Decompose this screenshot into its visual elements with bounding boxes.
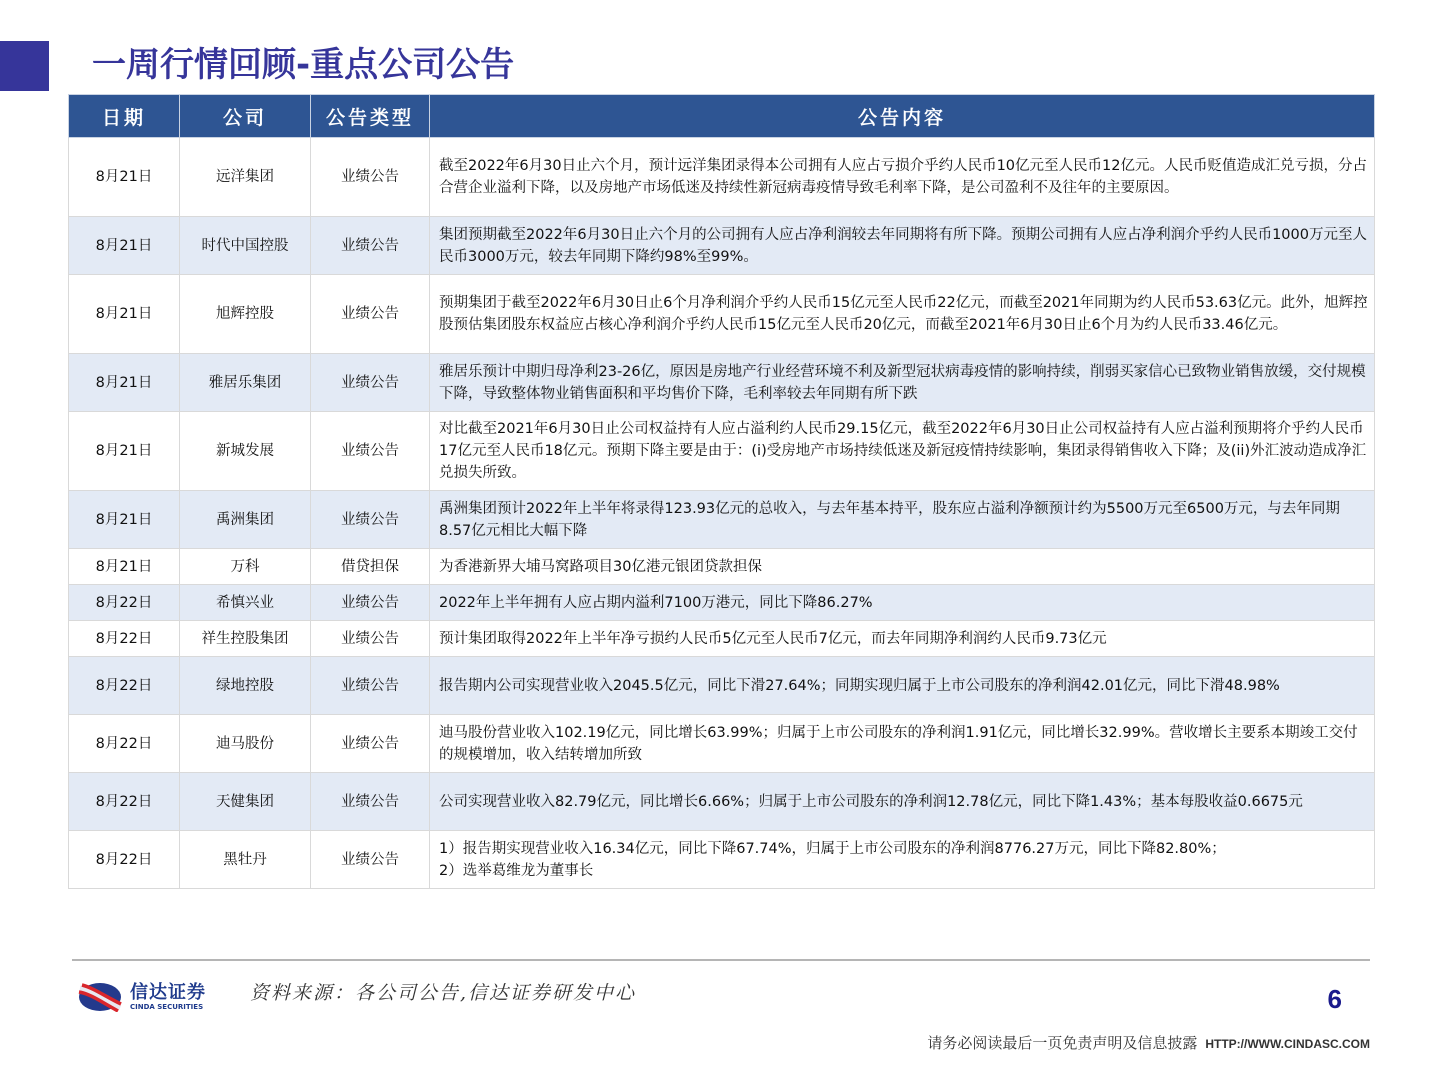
disclaimer xyxy=(927,1032,1370,1053)
content-cell: 预计集团取得2022年上半年净亏损约人民币5亿元至人民币7亿元，而去年同期净利润约人民币9.73亿元 xyxy=(430,621,1375,657)
logo-chinese-name: 信达证券 xyxy=(130,981,206,1003)
table-row xyxy=(69,715,1375,773)
date-cell: 8月21日 xyxy=(69,491,180,549)
company-cell: 迪马股份 xyxy=(180,715,311,773)
content-cell: 禹洲集团预计2022年上半年将录得123.93亿元的总收入，与去年基本持平，股东应占溢利净额预计约为5500万元至6500万元，与去年同期8.57亿元相比大幅下降 xyxy=(430,491,1375,549)
table-row xyxy=(69,275,1375,354)
type-cell: 业绩公告 xyxy=(311,412,430,491)
type-cell: 业绩公告 xyxy=(311,773,430,831)
company-cell: 希慎兴业 xyxy=(180,585,311,621)
date-cell: 8月21日 xyxy=(69,275,180,354)
content-cell: 雅居乐预计中期归母净利23-26亿，原因是房地产行业经营环境不利及新型冠状病毒疫情的影响持续，削弱买家信心已致物业销售放缓，交付规模下降，导致整体物业销售面积和平均售价下降，毛利率较去年同期有所下跌 xyxy=(430,354,1375,412)
table-row xyxy=(69,585,1375,621)
content-line: 2）选举葛维龙为董事长 xyxy=(439,862,594,879)
content-cell: 截至2022年6月30日止六个月，预计远洋集团录得本公司拥有人应占亏损介乎约人民币10亿元至人民币12亿元。人民币贬值造成汇兑亏损，分占合营企业溢利下降，以及房地产市场低迷及持续性新冠病毒疫情导致毛利率下降，是公司盈利不及往年的主要原因。 xyxy=(430,138,1375,217)
table-header-row xyxy=(69,95,1375,138)
company-cell: 旭辉控股 xyxy=(180,275,311,354)
content-cell: 2022年上半年拥有人应占期内溢利7100万港元，同比下降86.27% xyxy=(430,585,1375,621)
column-header-date: 日期 xyxy=(69,95,180,138)
corner-accent-block xyxy=(0,41,49,91)
content-cell: 报告期内公司实现营业收入2045.5亿元，同比下滑27.64%；同期实现归属于上市公司股东的净利润42.01亿元，同比下滑48.98% xyxy=(430,657,1375,715)
table-row xyxy=(69,354,1375,412)
announcements-table xyxy=(68,94,1375,889)
date-cell: 8月22日 xyxy=(69,773,180,831)
type-cell: 业绩公告 xyxy=(311,138,430,217)
footer-divider xyxy=(72,959,1370,961)
content-cell: 集团预期截至2022年6月30日止六个月的公司拥有人应占净利润较去年同期将有所下降。预期公司拥有人应占净利润介乎约人民币1000万元至人民币3000万元，较去年同期下降约98%至99%。 xyxy=(430,217,1375,275)
content-cell: 公司实现营业收入82.79亿元，同比增长6.66%；归属于上市公司股东的净利润12.78亿元，同比下降1.43%；基本每股收益0.6675元 xyxy=(430,773,1375,831)
content-cell xyxy=(430,831,1375,889)
company-cell: 黑牡丹 xyxy=(180,831,311,889)
date-cell: 8月21日 xyxy=(69,138,180,217)
date-cell: 8月22日 xyxy=(69,715,180,773)
date-cell: 8月21日 xyxy=(69,549,180,585)
column-header-company: 公司 xyxy=(180,95,311,138)
company-cell: 绿地控股 xyxy=(180,657,311,715)
content-cell: 对比截至2021年6月30日止公司权益持有人应占溢利约人民币29.15亿元，截至2022年6月30日止公司权益持有人应占溢利预期将介乎约人民币17亿元至人民币18亿元。预期下降主要是由于：(i)受房地产市场持续低迷及新冠疫情持续影响，集团录得销售收入下降；及(ii)外汇波动造成净汇兑损失所致。 xyxy=(430,412,1375,491)
company-cell: 天健集团 xyxy=(180,773,311,831)
date-cell: 8月22日 xyxy=(69,657,180,715)
cinda-logo xyxy=(78,982,206,1012)
company-cell: 时代中国控股 xyxy=(180,217,311,275)
date-cell: 8月22日 xyxy=(69,621,180,657)
type-cell: 业绩公告 xyxy=(311,831,430,889)
type-cell: 业绩公告 xyxy=(311,585,430,621)
table-row xyxy=(69,549,1375,585)
content-line: 1）报告期实现营业收入16.34亿元，同比下降67.74%，归属于上市公司股东的净利润8776.27万元，同比下降82.80%； xyxy=(439,840,1226,857)
table-row xyxy=(69,412,1375,491)
company-cell: 禹洲集团 xyxy=(180,491,311,549)
type-cell: 业绩公告 xyxy=(311,354,430,412)
content-cell: 为香港新界大埔马窝路项目30亿港元银团贷款担保 xyxy=(430,549,1375,585)
page-number: 6 xyxy=(1327,984,1342,1014)
type-cell: 业绩公告 xyxy=(311,491,430,549)
date-cell: 8月22日 xyxy=(69,585,180,621)
type-cell: 业绩公告 xyxy=(311,217,430,275)
table-row xyxy=(69,138,1375,217)
table-row xyxy=(69,621,1375,657)
date-cell: 8月21日 xyxy=(69,217,180,275)
table-row xyxy=(69,657,1375,715)
page-title: 一周行情回顾-重点公司公告 xyxy=(92,45,515,85)
date-cell: 8月22日 xyxy=(69,831,180,889)
type-cell: 业绩公告 xyxy=(311,657,430,715)
content-cell: 迪马股份营业收入102.19亿元，同比增长63.99%；归属于上市公司股东的净利润1.91亿元，同比增长32.99%。营收增长主要系本期竣工交付的规模增加，收入结转增加所致 xyxy=(430,715,1375,773)
table-row xyxy=(69,217,1375,275)
date-cell: 8月21日 xyxy=(69,354,180,412)
disclaimer-text: 请务必阅读最后一页免责声明及信息披露 xyxy=(927,1034,1198,1052)
type-cell: 业绩公告 xyxy=(311,715,430,773)
company-cell: 新城发展 xyxy=(180,412,311,491)
company-cell: 雅居乐集团 xyxy=(180,354,311,412)
company-cell: 万科 xyxy=(180,549,311,585)
column-header-type: 公告类型 xyxy=(311,95,430,138)
type-cell: 业绩公告 xyxy=(311,275,430,354)
table-row xyxy=(69,773,1375,831)
type-cell: 业绩公告 xyxy=(311,621,430,657)
logo-english-name: CINDA SECURITIES xyxy=(130,1002,204,1011)
type-cell: 借贷担保 xyxy=(311,549,430,585)
table-row xyxy=(69,831,1375,889)
website-url[interactable]: HTTP://WWW.CINDASC.COM xyxy=(1205,1037,1370,1051)
cinda-logo-icon xyxy=(78,982,122,1012)
content-cell: 预期集团于截至2022年6月30日止6个月净利润介乎约人民币15亿元至人民币22亿元，而截至2021年同期为约人民币53.63亿元。此外，旭辉控股预估集团股东权益应占核心净利润介乎约人民币15亿元至人民币20亿元，而截至2021年6月30日止6个月为约人民币33.46亿元。 xyxy=(430,275,1375,354)
company-cell: 远洋集团 xyxy=(180,138,311,217)
column-header-content: 公告内容 xyxy=(430,95,1375,138)
date-cell: 8月21日 xyxy=(69,412,180,491)
data-source-note: 资料来源：各公司公告,信达证券研发中心 xyxy=(250,982,637,1004)
table-row xyxy=(69,491,1375,549)
company-cell: 祥生控股集团 xyxy=(180,621,311,657)
